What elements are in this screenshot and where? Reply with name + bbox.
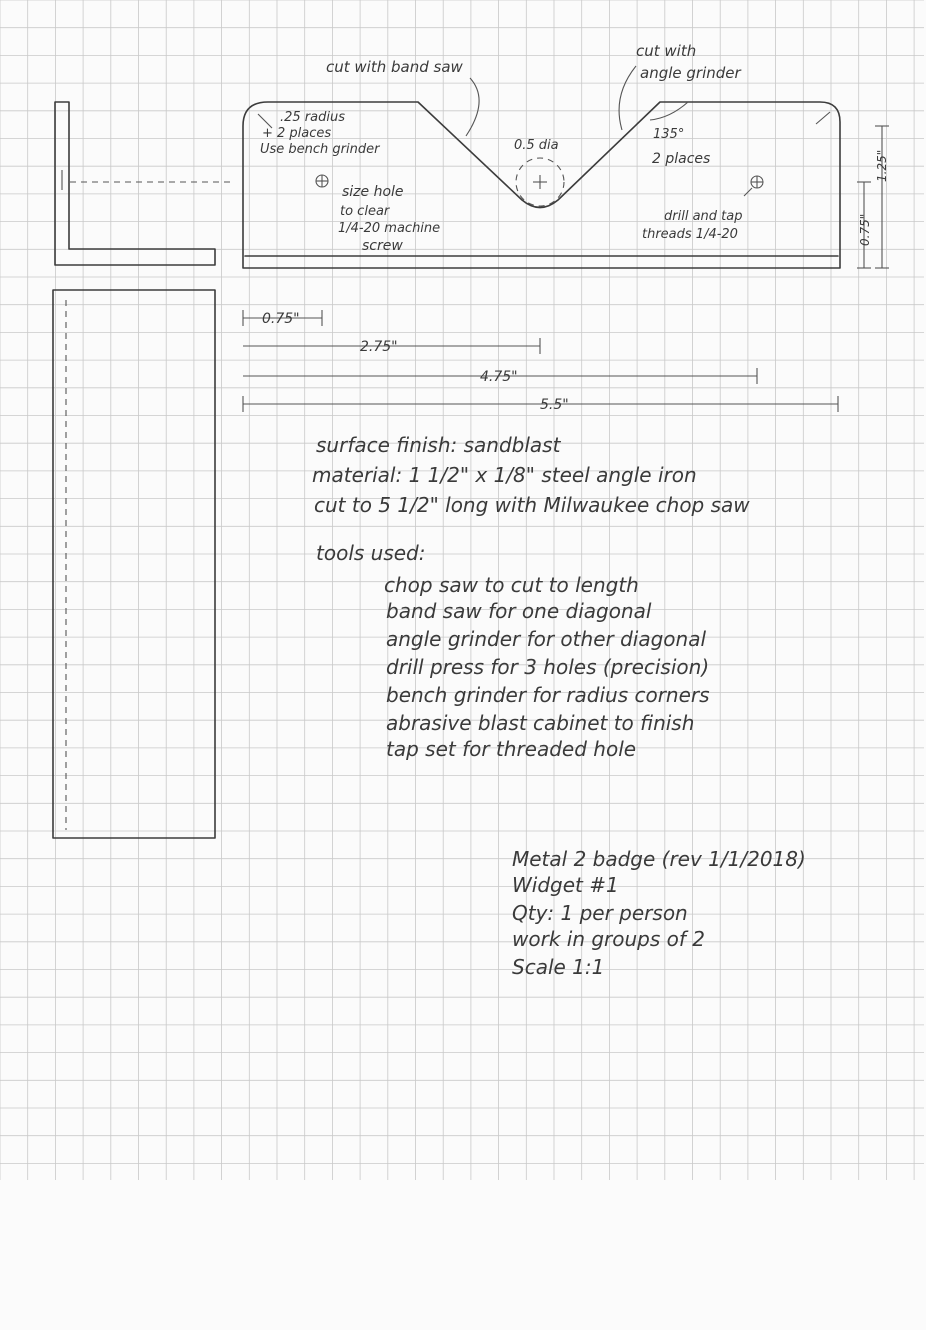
dimension-lines bbox=[243, 126, 889, 412]
note-cut-with: cut with bbox=[636, 42, 697, 60]
tool-item: chop saw to cut to length bbox=[384, 573, 639, 597]
note-material: material: 1 1/2" x 1/8" steel angle iron bbox=[312, 463, 697, 487]
tool-item: abrasive blast cabinet to finish bbox=[386, 711, 695, 735]
tool-item: drill press for 3 holes (precision) bbox=[386, 655, 710, 679]
title-block bbox=[512, 847, 806, 979]
front-view bbox=[53, 290, 215, 838]
note-two-places: + 2 places bbox=[262, 126, 332, 141]
hole-center-dashed bbox=[516, 158, 564, 206]
dim-label-0-75: 0.75" bbox=[262, 311, 300, 327]
side-profile-view bbox=[55, 102, 235, 265]
note-to-clear: to clear bbox=[340, 204, 390, 219]
note-hole-dia: 0.5 dia bbox=[514, 138, 559, 153]
note-cut-length: cut to 5 1/2" long with Milwaukee chop saw bbox=[314, 493, 750, 517]
note-threads: threads 1/4-20 bbox=[642, 227, 738, 242]
title-line-badge: Metal 2 badge (rev 1/1/2018) bbox=[512, 847, 806, 871]
note-screw: screw bbox=[362, 238, 403, 254]
note-angle: 135° bbox=[653, 127, 685, 142]
notes-block bbox=[312, 433, 750, 761]
tool-item: band saw for one diagonal bbox=[386, 599, 652, 623]
note-machine: 1/4-20 machine bbox=[338, 221, 441, 236]
dim-label-height-1-25: 1.25" bbox=[875, 149, 889, 182]
note-drill-tap: drill and tap bbox=[664, 209, 743, 224]
note-angle-grinder: angle grinder bbox=[640, 64, 741, 82]
dim-label-4-75: 4.75" bbox=[480, 369, 518, 385]
note-angle-places: 2 places bbox=[652, 151, 711, 167]
note-size-hole: size hole bbox=[342, 184, 404, 200]
leader-angle-grinder bbox=[619, 66, 636, 130]
dim-label-height-0-75: 0.75" bbox=[858, 213, 872, 246]
title-line-qty: Qty: 1 per person bbox=[512, 901, 688, 925]
title-line-groups: work in groups of 2 bbox=[512, 927, 706, 951]
clearance-hole bbox=[316, 175, 328, 187]
note-surface-finish: surface finish: sandblast bbox=[316, 433, 561, 457]
tool-item: angle grinder for other diagonal bbox=[386, 627, 706, 651]
tool-item: tap set for threaded hole bbox=[386, 737, 637, 761]
leader-radius-right bbox=[816, 112, 830, 124]
tapped-hole bbox=[751, 176, 763, 188]
leader-band-saw bbox=[466, 78, 479, 136]
title-line-widget: Widget #1 bbox=[512, 873, 619, 897]
note-bench-grinder: Use bench grinder bbox=[260, 142, 380, 157]
title-line-scale: Scale 1:1 bbox=[512, 955, 605, 979]
dim-label-5-5: 5.5" bbox=[540, 397, 569, 413]
note-radius: .25 radius bbox=[280, 110, 345, 125]
tool-item: bench grinder for radius corners bbox=[386, 683, 710, 707]
dim-label-2-75: 2.75" bbox=[360, 339, 398, 355]
note-cut-band-saw: cut with band saw bbox=[326, 58, 463, 76]
tools-heading: tools used: bbox=[316, 541, 426, 565]
